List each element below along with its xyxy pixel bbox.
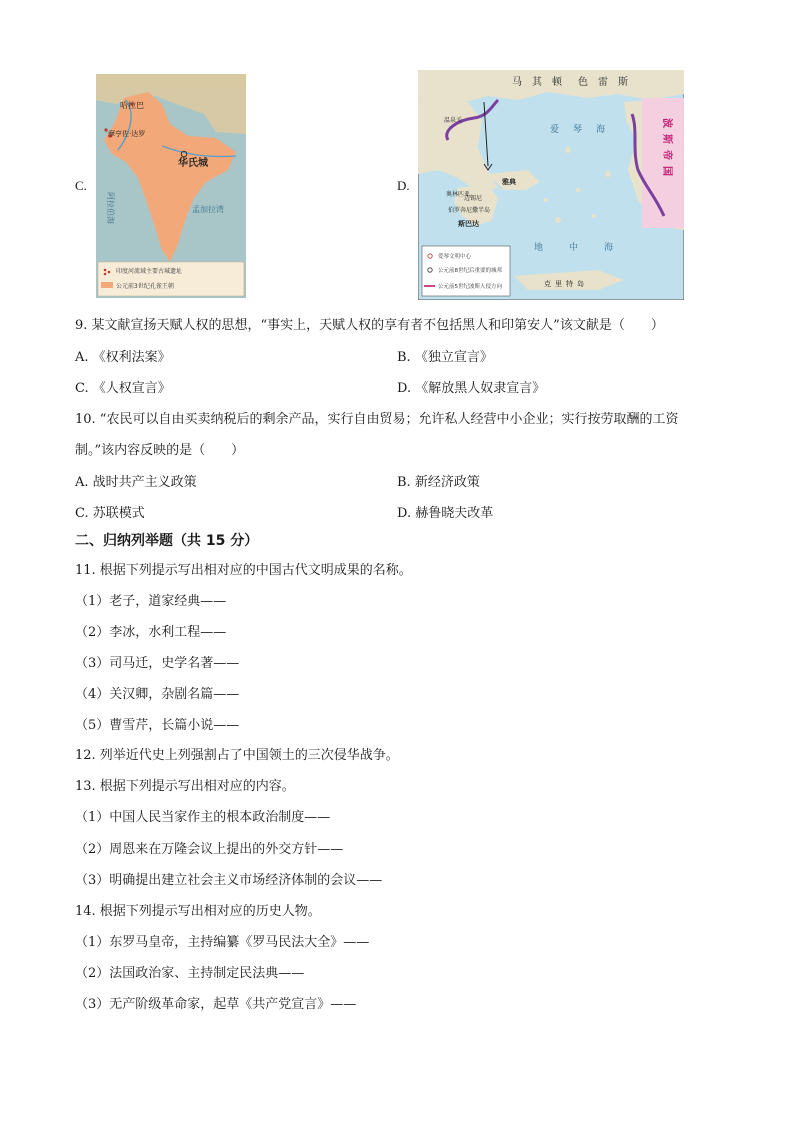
q10-option-b[interactable]: B. 新经济政策	[397, 475, 480, 490]
label-bay-of-bengal: 孟加拉湾	[192, 205, 224, 214]
option-c-label: C.	[75, 178, 87, 193]
legend-polis: 公元前8世纪后重要的城邦	[438, 268, 503, 274]
q11-item-1: （1）老子，道家经典——	[75, 594, 227, 609]
q14-item-2: （2）法国政治家、主持制定民法典——	[75, 966, 305, 981]
label-thermopylae: 温泉关	[444, 117, 463, 124]
legend-route: 公元前5世纪波斯人侵方向	[438, 284, 503, 290]
q10-option-d[interactable]: D. 赫鲁晓夫改革	[397, 506, 494, 521]
label-arabian-sea: 阿拉伯海	[106, 192, 115, 224]
option-d-label: D.	[397, 178, 410, 193]
q10-stem-line2: 制。”该内容反映的是（ ）	[75, 443, 245, 458]
label-persia: 波斯帝国	[661, 118, 672, 182]
label-med: 地中海	[534, 243, 640, 253]
label-sparta: 斯巴达	[458, 220, 479, 228]
q9-option-a[interactable]: A. 《权利法案》	[75, 350, 171, 365]
q12-stem: 12. 列举近代史上列强割占了中国领土的三次侵华战争。	[75, 748, 399, 763]
label-macedonia: 马其顿	[512, 77, 572, 88]
label-peloponnese: 伯罗奔尼撒半岛	[448, 207, 491, 214]
q14-stem: 14. 根据下列提示写出相对应的历史人物。	[75, 904, 321, 919]
q11-item-4: （4）关汉卿，杂剧名篇——	[75, 687, 240, 702]
label-thrace: 色雷斯	[578, 77, 638, 88]
q11-stem: 11. 根据下列提示写出相对应的中国古代文明成果的名称。	[75, 563, 412, 578]
legend-center: 爱琴文明中心	[438, 254, 472, 260]
label-hua-shi-cheng: 华氏城	[178, 158, 208, 169]
q9-stem: 9. 某文献宣扬天赋人权的思想，“事实上，天赋人权的享有者不包括黑人和印第安人”该文献是（ ）	[75, 318, 664, 333]
q9-option-d[interactable]: D. 《解放黑人奴隶宣言》	[397, 381, 546, 396]
q13-item-2: （2）周恩来在万隆会议上提出的外交方针——	[75, 842, 344, 857]
q13-stem: 13. 根据下列提示写出相对应的内容。	[75, 779, 295, 794]
aegean-map	[418, 70, 684, 300]
q10-option-a[interactable]: A. 战时共产主义政策	[75, 475, 197, 490]
label-aegean: 爱琴海	[550, 125, 620, 135]
q10-stem-line1: 10. “农民可以自由买卖纳税后的剩余产品，实行自由贸易；允许私人经营中小企业；实行按劳取酬的工资	[75, 412, 679, 427]
q14-item-1: （1）东罗马皇帝，主持编纂《罗马民法大全》——	[75, 935, 370, 950]
q11-item-3: （3）司马迁，史学名著——	[75, 656, 240, 671]
label-harappa: 哈拉巴	[120, 101, 144, 110]
india-map	[96, 74, 246, 298]
q13-item-1: （1）中国人民当家作主的根本政治制度——	[75, 810, 331, 825]
q9-option-b[interactable]: B. 《独立宣言》	[397, 350, 493, 365]
label-athens: 雅典	[502, 178, 516, 186]
q11-item-2: （2）李冰，水利工程——	[75, 625, 227, 640]
legend-sites: 印度河流域主要古城遗址	[116, 268, 183, 275]
label-olympia: 奥林匹亚	[446, 191, 471, 198]
legend-empire: 公元前3世纪孔雀王朝	[116, 283, 174, 290]
q14-item-3: （3）无产阶级革命家，起草《共产党宣言》——	[75, 997, 357, 1012]
q9-option-c[interactable]: C. 《人权宣言》	[75, 381, 171, 396]
label-mohenjo-daro: 摩亨佐·达罗	[108, 130, 146, 138]
label-mycenae: 迈锡尼	[464, 195, 483, 202]
label-crete: 克里特岛	[544, 280, 588, 288]
q11-item-5: （5）曹雪芹，长篇小说——	[75, 718, 240, 733]
q10-option-c[interactable]: C. 苏联模式	[75, 506, 145, 521]
section-2-title: 二、归纳列举题（共 15 分）	[75, 533, 259, 549]
q13-item-3: （3）明确提出建立社会主义市场经济体制的会议——	[75, 873, 383, 888]
